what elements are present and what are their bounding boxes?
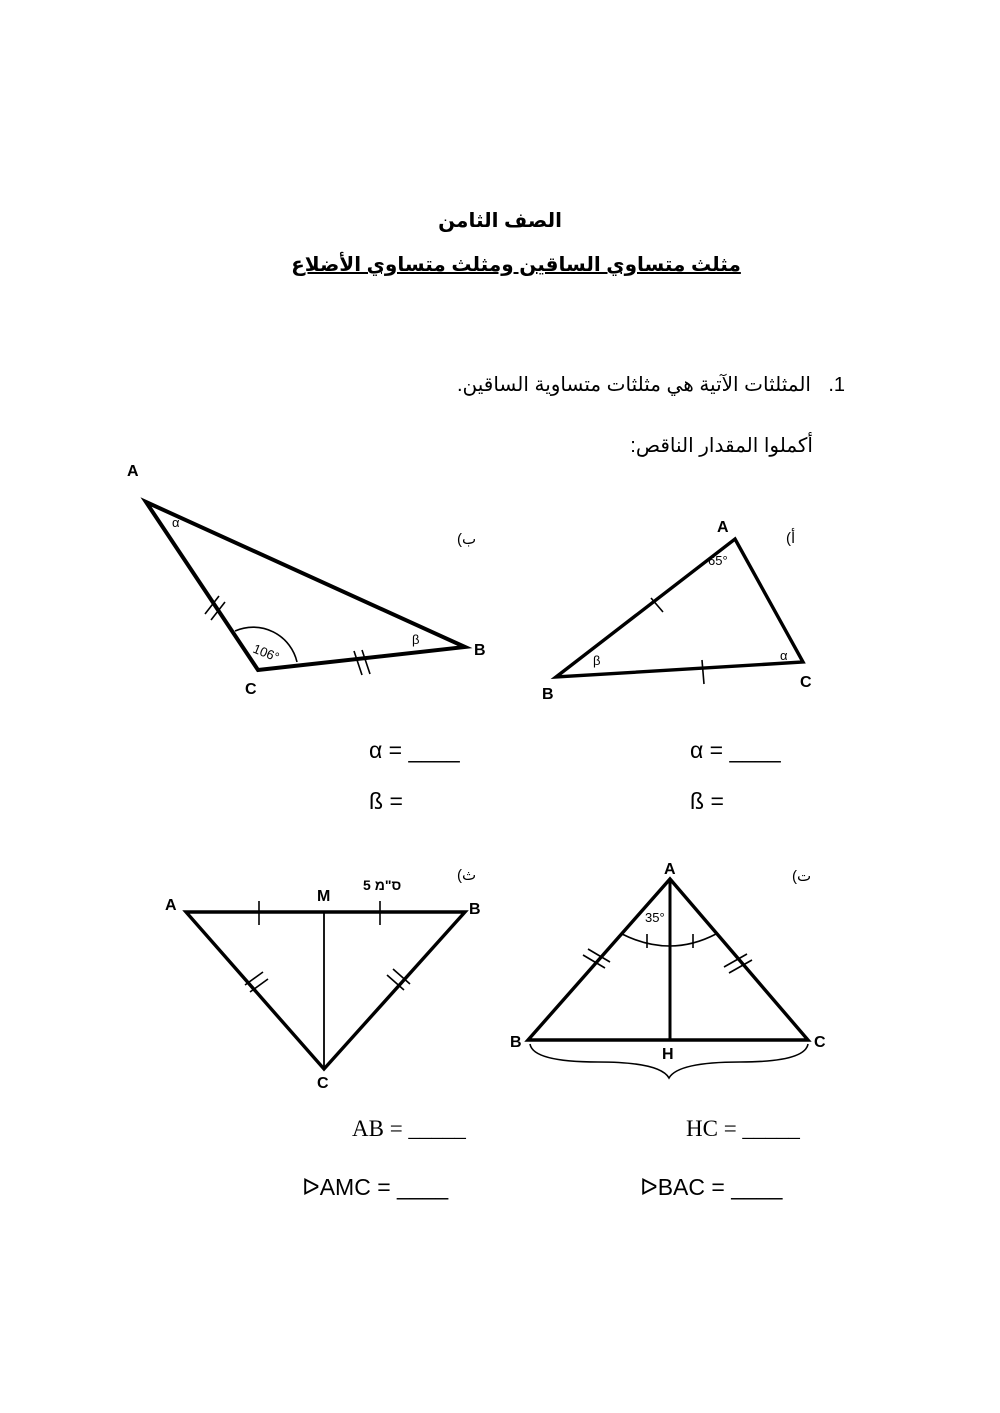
triangle-label-tha: ث) xyxy=(457,867,477,884)
triangle-alef xyxy=(542,519,812,703)
vertex-label-c: C xyxy=(317,1075,329,1092)
vertex-label-a: A xyxy=(664,861,676,878)
grade-title: الصف الثامن xyxy=(438,210,562,232)
triangle-tha xyxy=(165,877,481,1092)
side-length-label: 5 ס"מ xyxy=(363,877,402,893)
triangle-ta-shape xyxy=(528,879,808,1040)
question-text: المثلثات الآتية هي مثلثات متساوية الساقين. xyxy=(456,374,811,396)
vertex-label-b: B xyxy=(469,901,481,918)
vertex-label-c: C xyxy=(814,1034,826,1051)
answer-beta-alef[interactable]: ß = xyxy=(690,788,724,814)
vertex-label-c: C xyxy=(800,674,812,691)
vertex-label-b: B xyxy=(542,686,554,703)
answer-ab[interactable]: AB = _____ xyxy=(352,1116,466,1141)
vertex-label-a: A xyxy=(165,897,177,914)
angle-label-beta: β xyxy=(412,632,420,647)
vertex-label-m: M xyxy=(317,888,331,905)
triangle-label-ba: ب) xyxy=(457,531,477,548)
triangle-tha-shape xyxy=(186,912,465,1069)
vertex-label-h: H xyxy=(662,1046,674,1063)
answer-angle-bac[interactable]: ᐅBAC = ____ xyxy=(640,1174,783,1200)
vertex-label-a: A xyxy=(717,519,729,536)
page-subtitle: مثلث متساوي الساقين ومثلث متساوي الأضلاع xyxy=(291,254,741,276)
angle-label-a: 35° xyxy=(645,910,665,925)
vertex-label-c: C xyxy=(245,681,257,698)
tick-mark xyxy=(362,650,370,674)
angle-label-beta: β xyxy=(593,653,601,668)
question-instruction: أكملوا المقدار الناقص: xyxy=(630,435,813,457)
tick-mark xyxy=(245,972,263,985)
answer-angle-amc[interactable]: ᐅAMC = ____ xyxy=(302,1174,449,1200)
angle-label-alpha: α xyxy=(172,515,180,530)
angle-label-a: 65° xyxy=(708,553,728,568)
angle-label-c: 106° xyxy=(250,640,282,665)
angle-label-alpha: α xyxy=(780,648,788,663)
triangle-ba xyxy=(127,463,486,698)
question-number: 1. xyxy=(828,374,845,396)
answer-alpha-alef[interactable]: α = ____ xyxy=(690,737,781,763)
triangle-ta xyxy=(510,861,826,1078)
triangle-label-alef: أ) xyxy=(786,530,796,547)
vertex-label-b: B xyxy=(510,1034,522,1051)
vertex-label-a: A xyxy=(127,463,139,480)
answer-hc[interactable]: HC = _____ xyxy=(686,1116,800,1141)
answer-alpha-ba[interactable]: α = ____ xyxy=(369,737,460,763)
answer-beta-ba[interactable]: ß = xyxy=(369,788,403,814)
triangle-label-ta: ت) xyxy=(792,868,812,885)
tick-mark xyxy=(702,660,704,684)
tick-mark xyxy=(354,651,362,675)
vertex-label-b: B xyxy=(474,642,486,659)
